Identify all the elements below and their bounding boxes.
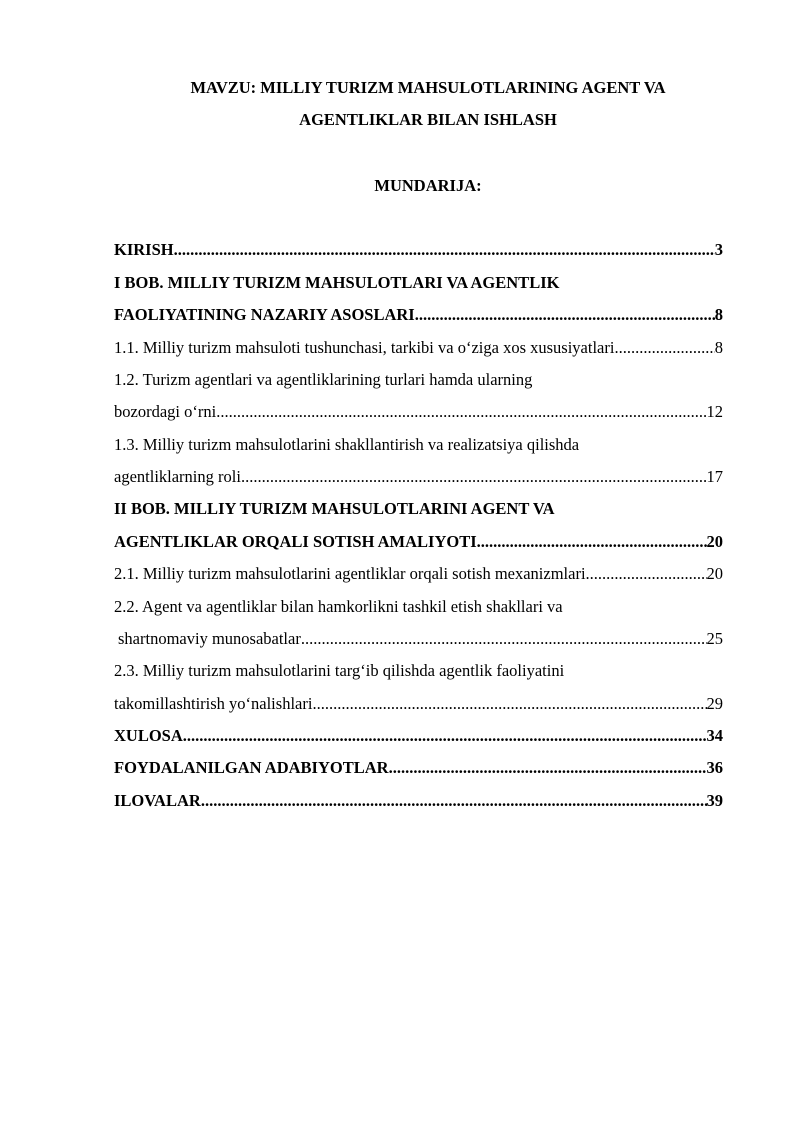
toc-dot-leader xyxy=(216,400,706,424)
toc-entry-1-2-line1: 1.2. Turizm agentlari va agentliklarining turlari hamda ularning xyxy=(114,370,533,389)
toc-page-number: 20 xyxy=(706,532,723,551)
toc-entry-text: shartnomaviy munosabatlar xyxy=(118,629,301,648)
toc-entry-kirish xyxy=(114,238,723,262)
toc-dot-leader xyxy=(312,692,706,716)
toc-page-number: 17 xyxy=(706,467,723,486)
toc-dot-leader xyxy=(415,303,715,327)
toc-entry-xulosa xyxy=(114,724,723,748)
toc-entry-text: 1.1. Milliy turizm mahsuloti tushunchasi, tarkibi va o‘ziga xos xususiyatlari xyxy=(114,338,615,357)
contents-heading: MUNDARIJA: xyxy=(374,176,482,195)
toc-page-number: 25 xyxy=(706,629,723,648)
toc-dot-leader xyxy=(241,465,707,489)
toc-entry-text: 2.1. Milliy turizm mahsulotlarini agentliklar orqali sotish mexanizmlari xyxy=(114,564,586,583)
toc-dot-leader xyxy=(614,336,714,360)
toc-entry-text: FOYDALANILGAN ADABIYOTLAR xyxy=(114,758,389,777)
toc-entry-1-2 xyxy=(114,400,723,424)
toc-entry-1-1 xyxy=(114,336,723,360)
document-title-line-1: MAVZU: MILLIY TURIZM MAHSULOTLARINING AGENT VA xyxy=(190,78,666,97)
toc-entry-text: XULOSA xyxy=(114,726,183,745)
toc-page-number: 3 xyxy=(714,240,723,259)
toc-entry-bob2-line1: II BOB. MILLIY TURIZM MAHSULOTLARINI AGENT VA xyxy=(114,499,555,518)
toc-entry-text: agentliklarning roli xyxy=(114,467,241,486)
toc-page-number: 8 xyxy=(714,338,723,357)
toc-entry-text: ILOVALAR xyxy=(114,791,201,810)
toc-entry-text: FAOLIYATINING NAZARIY ASOSLARI xyxy=(114,305,415,324)
toc-dot-leader xyxy=(201,789,707,813)
toc-dot-leader xyxy=(477,530,707,554)
toc-entry-2-2 xyxy=(114,627,723,651)
toc-entry-text: bozordagi o‘rni xyxy=(114,402,217,421)
toc-entry-bob2 xyxy=(114,530,723,554)
toc-dot-leader xyxy=(301,627,707,651)
toc-entry-2-3-line1: 2.3. Milliy turizm mahsulotlarini targ‘ib qilishda agentlik faoliyatini xyxy=(114,661,565,680)
toc-page-number: 39 xyxy=(706,791,723,810)
toc-entry-adabiyotlar xyxy=(114,756,723,780)
toc-entry-text: AGENTLIKLAR ORQALI SOTISH AMALIYOTI xyxy=(114,532,477,551)
toc-page-number: 36 xyxy=(706,758,723,777)
toc-dot-leader xyxy=(174,238,715,262)
toc-page-number: 20 xyxy=(706,564,723,583)
toc-entry-text: takomillashtirish yo‘nalishlari xyxy=(114,694,313,713)
document-title-line-2: AGENTLIKLAR BILAN ISHLASH xyxy=(299,110,557,129)
toc-entry-1-3 xyxy=(114,465,723,489)
toc-dot-leader xyxy=(183,724,707,748)
toc-page-number: 12 xyxy=(706,402,723,421)
toc-dot-leader xyxy=(586,562,707,586)
toc-entry-2-2-line1: 2.2. Agent va agentliklar bilan hamkorlikni tashkil etish shakllari va xyxy=(114,597,563,616)
toc-entry-2-1 xyxy=(114,562,723,586)
toc-entry-1-3-line1: 1.3. Milliy turizm mahsulotlarini shakllantirish va realizatsiya qilishda xyxy=(114,435,580,454)
toc-entry-bob1-line1: I BOB. MILLIY TURIZM MAHSULOTLARI VA AGENTLIK xyxy=(114,273,560,292)
toc-entry-bob1 xyxy=(114,303,723,327)
toc-page-number: 8 xyxy=(714,305,723,324)
toc-dot-leader xyxy=(389,756,707,780)
toc-entry-2-3 xyxy=(114,692,723,716)
toc-page-number: 29 xyxy=(706,694,723,713)
toc-page-number: 34 xyxy=(706,726,723,745)
toc-entry-text: KIRISH xyxy=(114,240,174,259)
toc-entry-ilovalar xyxy=(114,789,723,813)
